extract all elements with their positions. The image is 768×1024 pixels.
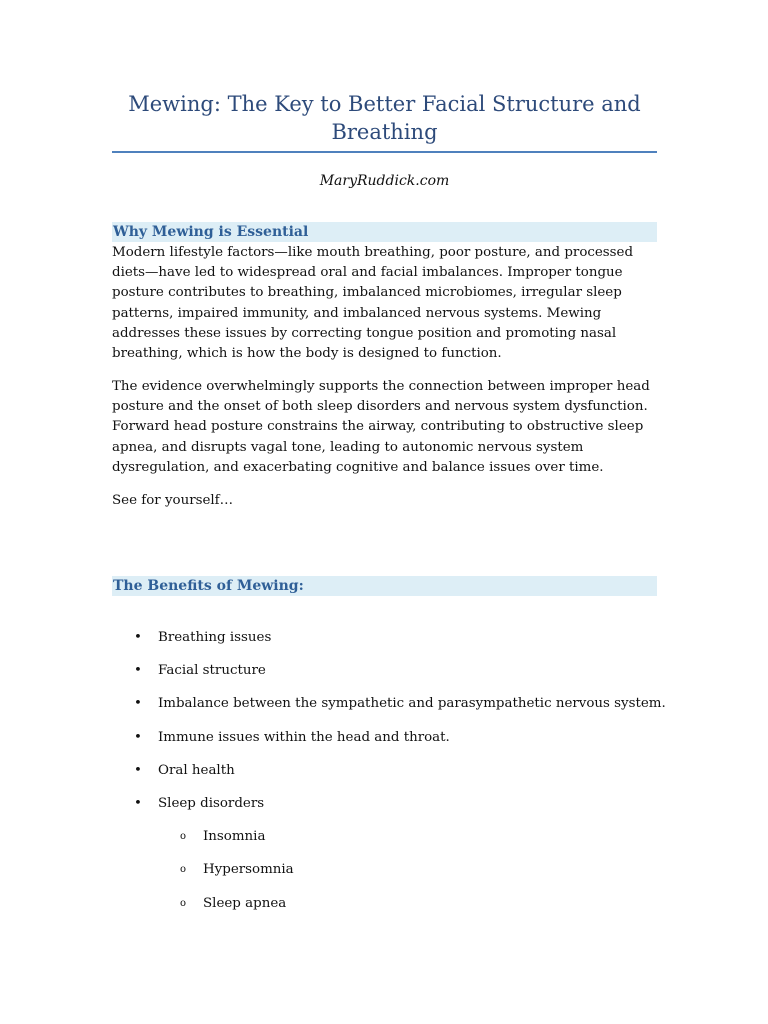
list-item — [112, 761, 672, 794]
sub-list-item — [112, 894, 672, 927]
list-item — [112, 694, 672, 727]
list-item — [112, 794, 672, 827]
bullet-icon: • — [134, 663, 142, 679]
document-title: Mewing: The Key to Better Facial Structure and Breathing — [128, 92, 641, 144]
bullet-icon: • — [134, 762, 142, 778]
list-item-text: Imbalance between the sympathetic and parasympathetic nervous system. — [158, 696, 666, 712]
circle-bullet-icon: o — [180, 864, 187, 876]
sub-list-item-text: Hypersomnia — [203, 862, 294, 878]
list-item-text: Breathing issues — [158, 630, 272, 645]
list-item — [112, 628, 672, 661]
benefits-list — [112, 628, 672, 927]
circle-bullet-icon: o — [180, 897, 187, 909]
list-item-text: Facial structure — [158, 663, 266, 679]
site-name: MaryRuddick.com — [319, 173, 450, 189]
list-item-text: Immune issues within the head and throat. — [158, 729, 450, 745]
sub-list-item — [112, 827, 672, 860]
list-item — [112, 728, 672, 761]
sub-list-item-text: Insomnia — [203, 829, 266, 845]
sub-list-item — [112, 860, 672, 893]
list-item-text: Sleep disorders — [158, 795, 265, 811]
paragraph-evidence: The evidence overwhelmingly supports the connection between improper head posture and the onset of both sleep disorders and nervous system dysfunction. Forward head posture constrains the airway, contributing to obstructive sleep apnea, and disrupts vagal tone, leading to autonomic nervous system dysregulation, and exacerbating cognitive and balance issues over time. — [112, 379, 650, 475]
bullet-icon: • — [134, 696, 142, 712]
list-item — [112, 661, 672, 694]
section-heading-benefits: The Benefits of Mewing: — [112, 576, 657, 596]
title-underline — [112, 151, 657, 153]
paragraph-lifestyle: Modern lifestyle factors—like mouth breathing, poor posture, and processed diets—have led to widespread oral and facial imbalances. Improper tongue posture contributes to breathing, imbalanced microbiomes, irregular sleep patterns, impaired immunity, and imbalanced nervous systems. Mewing addresses these issues by correcting tongue position and promoting nasal breathing, which is how the body is designed to function. — [112, 245, 634, 362]
section-heading-why-mewing: Why Mewing is Essential — [112, 222, 657, 242]
bullet-icon: • — [134, 729, 142, 745]
bullet-icon: • — [134, 795, 142, 811]
bullet-icon: • — [134, 630, 142, 645]
circle-bullet-icon: o — [180, 831, 187, 843]
paragraph-see-yourself: See for yourself… — [112, 493, 234, 508]
list-item-text: Oral health — [158, 762, 235, 778]
sub-list-item-text: Sleep apnea — [203, 895, 287, 911]
